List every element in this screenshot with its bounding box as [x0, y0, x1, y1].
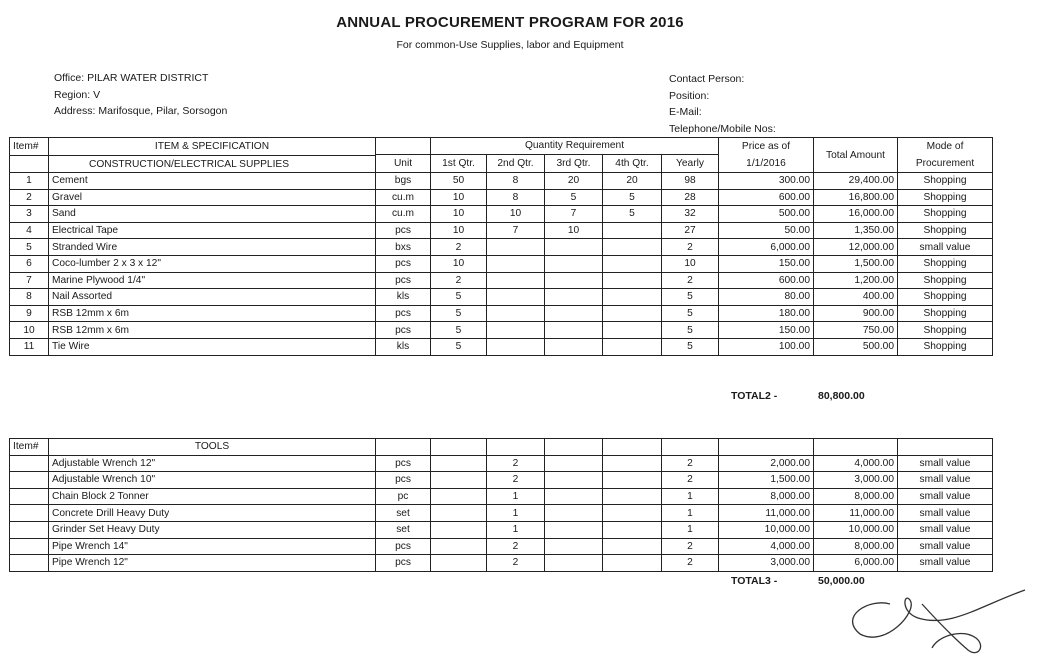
table-row	[10, 305, 993, 322]
q1-cell: 10	[431, 206, 487, 223]
yearly-cell: 32	[662, 206, 719, 223]
table-row	[10, 189, 993, 206]
unit-cell: set	[376, 521, 431, 538]
yearly-cell: 1	[662, 505, 719, 522]
yearly-cell: 10	[662, 255, 719, 272]
item-number-cell	[10, 455, 49, 472]
mode-cell: Shopping	[898, 222, 993, 239]
col-total-header: Total Amount	[814, 138, 898, 173]
total-cell: 6,000.00	[814, 555, 898, 572]
mode-cell: Shopping	[898, 255, 993, 272]
region-line: Region: V	[54, 88, 101, 101]
yearly-cell: 5	[662, 322, 719, 339]
total-cell: 16,000.00	[814, 206, 898, 223]
price-cell: 150.00	[719, 322, 814, 339]
table-row	[10, 239, 993, 256]
spec-cell: Grinder Set Heavy Duty	[49, 521, 376, 538]
q3-cell	[545, 505, 603, 522]
total-cell: 1,350.00	[814, 222, 898, 239]
yearly-cell: 1	[662, 488, 719, 505]
mode-header-line2: Procurement	[915, 158, 975, 169]
table-row	[10, 173, 993, 190]
item-number-cell: 8	[10, 289, 49, 306]
total-cell: 4,000.00	[814, 455, 898, 472]
q4-cell	[603, 239, 662, 256]
document-subtitle: For common-Use Supplies, labor and Equipment	[396, 39, 624, 51]
table-row	[10, 272, 993, 289]
spec-cell: RSB 12mm x 6m	[49, 322, 376, 339]
tools-item-header: Item#	[10, 439, 49, 456]
total-cell: 29,400.00	[814, 173, 898, 190]
q2-cell	[487, 338, 545, 355]
spec-cell: Nail Assorted	[49, 289, 376, 306]
price-header-line2: 1/1/2016	[746, 158, 786, 169]
table-row	[10, 322, 993, 339]
table-row	[10, 455, 993, 472]
yearly-cell: 2	[662, 555, 719, 572]
tools-table	[9, 438, 993, 572]
price-cell: 300.00	[719, 173, 814, 190]
spec-cell: Concrete Drill Heavy Duty	[49, 505, 376, 522]
spec-cell: Pipe Wrench 14"	[49, 538, 376, 555]
mode-cell: small value	[898, 555, 993, 572]
unit-cell: bgs	[376, 173, 431, 190]
price-cell: 1,500.00	[719, 472, 814, 489]
q2-cell: 10	[487, 206, 545, 223]
total-cell: 1,200.00	[814, 272, 898, 289]
q2-cell	[487, 305, 545, 322]
total2-label: TOTAL2 -	[731, 390, 778, 402]
q2-cell: 8	[487, 173, 545, 190]
q1-cell	[431, 538, 487, 555]
item-number-cell	[10, 555, 49, 572]
signature-icon	[830, 576, 1040, 656]
table-row	[10, 472, 993, 489]
item-number-cell: 4	[10, 222, 49, 239]
q4-cell	[603, 521, 662, 538]
telephone-line: Telephone/Mobile Nos:	[669, 122, 776, 135]
price-cell: 500.00	[719, 206, 814, 223]
q1-cell	[431, 521, 487, 538]
section-heading-tools: TOOLS	[49, 439, 376, 456]
table-row	[10, 521, 993, 538]
price-cell: 80.00	[719, 289, 814, 306]
q1-cell: 10	[431, 222, 487, 239]
q2-cell: 2	[487, 538, 545, 555]
col-unit-header: Unit	[376, 154, 431, 172]
unit-cell: cu.m	[376, 206, 431, 223]
q4-cell	[603, 272, 662, 289]
price-cell: 10,000.00	[719, 521, 814, 538]
table-row	[10, 505, 993, 522]
q2-cell	[487, 289, 545, 306]
qty-group-header: Quantity Requirement	[431, 138, 719, 155]
price-cell: 8,000.00	[719, 488, 814, 505]
spec-cell: Tie Wire	[49, 338, 376, 355]
q4-cell	[603, 555, 662, 572]
q1-cell: 5	[431, 322, 487, 339]
q3-cell: 10	[545, 222, 603, 239]
unit-cell: pcs	[376, 472, 431, 489]
contact-person-line: Contact Person:	[669, 73, 745, 85]
yearly-cell: 28	[662, 189, 719, 206]
q4-cell	[603, 338, 662, 355]
total-cell: 500.00	[814, 338, 898, 355]
yearly-cell: 1	[662, 521, 719, 538]
yearly-cell: 5	[662, 338, 719, 355]
item-number-cell: 9	[10, 305, 49, 322]
q3-cell	[545, 289, 603, 306]
q4-cell: 5	[603, 189, 662, 206]
col-mode-header	[898, 138, 993, 173]
q2-cell: 1	[487, 488, 545, 505]
total-cell: 400.00	[814, 289, 898, 306]
total-cell: 8,000.00	[814, 538, 898, 555]
table-row	[10, 222, 993, 239]
yearly-cell: 27	[662, 222, 719, 239]
q4-cell	[603, 222, 662, 239]
q4-cell	[603, 289, 662, 306]
col-item-header: Item#	[10, 138, 49, 156]
unit-cell: pcs	[376, 222, 431, 239]
spec-cell: Sand	[49, 206, 376, 223]
q4-cell	[603, 472, 662, 489]
unit-cell: pcs	[376, 455, 431, 472]
unit-cell: pcs	[376, 305, 431, 322]
q2-cell	[487, 255, 545, 272]
mode-cell: Shopping	[898, 189, 993, 206]
q3-cell: 5	[545, 189, 603, 206]
price-cell: 2,000.00	[719, 455, 814, 472]
mode-cell: small value	[898, 505, 993, 522]
yearly-cell: 2	[662, 472, 719, 489]
table-row	[10, 555, 993, 572]
mode-cell: small value	[898, 488, 993, 505]
q4-cell	[603, 505, 662, 522]
mode-cell: Shopping	[898, 322, 993, 339]
yearly-cell: 5	[662, 305, 719, 322]
unit-cell: pcs	[376, 255, 431, 272]
address-line: Address: Marifosque, Pilar, Sorsogon	[54, 105, 228, 117]
q2-cell: 7	[487, 222, 545, 239]
q4-cell	[603, 255, 662, 272]
spec-cell: RSB 12mm x 6m	[49, 305, 376, 322]
q1-cell: 50	[431, 173, 487, 190]
price-cell: 4,000.00	[719, 538, 814, 555]
item-number-cell: 3	[10, 206, 49, 223]
item-number-cell	[10, 505, 49, 522]
q2-cell: 2	[487, 455, 545, 472]
total-cell: 16,800.00	[814, 189, 898, 206]
item-number-cell: 10	[10, 322, 49, 339]
price-cell: 11,000.00	[719, 505, 814, 522]
col-yearly-header: Yearly	[662, 154, 719, 172]
q2-cell	[487, 322, 545, 339]
yearly-cell: 5	[662, 289, 719, 306]
item-number-cell: 5	[10, 239, 49, 256]
mode-cell: Shopping	[898, 272, 993, 289]
col-price-header	[719, 138, 814, 173]
q1-cell	[431, 555, 487, 572]
spec-cell: Marine Plywood 1/4"	[49, 272, 376, 289]
price-cell: 180.00	[719, 305, 814, 322]
mode-cell: small value	[898, 538, 993, 555]
unit-cell: bxs	[376, 239, 431, 256]
yearly-cell: 98	[662, 173, 719, 190]
office-line: Office: PILAR WATER DISTRICT	[54, 72, 209, 84]
mode-cell: Shopping	[898, 338, 993, 355]
col-q3-header: 3rd Qtr.	[545, 154, 603, 172]
q2-cell: 2	[487, 472, 545, 489]
q4-cell	[603, 538, 662, 555]
supplies-table	[9, 137, 993, 356]
spec-cell: Adjustable Wrench 10"	[49, 472, 376, 489]
total-cell: 8,000.00	[814, 488, 898, 505]
mode-cell: Shopping	[898, 173, 993, 190]
yearly-cell: 2	[662, 239, 719, 256]
item-number-cell: 1	[10, 173, 49, 190]
mode-cell: small value	[898, 239, 993, 256]
item-number-cell: 7	[10, 272, 49, 289]
q3-cell	[545, 239, 603, 256]
q2-cell: 2	[487, 555, 545, 572]
q2-cell	[487, 272, 545, 289]
item-number-cell	[10, 488, 49, 505]
spec-cell: Electrical Tape	[49, 222, 376, 239]
mode-cell: Shopping	[898, 289, 993, 306]
col-q2-header: 2nd Qtr.	[487, 154, 545, 172]
position-line: Position:	[669, 89, 710, 102]
office-info	[54, 70, 227, 120]
price-cell: 6,000.00	[719, 239, 814, 256]
price-cell: 150.00	[719, 255, 814, 272]
q4-cell	[603, 322, 662, 339]
price-cell: 3,000.00	[719, 555, 814, 572]
total3-value: 50,000.00	[818, 575, 865, 587]
table-row	[10, 289, 993, 306]
q3-cell	[545, 272, 603, 289]
table-row	[10, 255, 993, 272]
q4-cell	[603, 488, 662, 505]
col-q4-header: 4th Qtr.	[603, 154, 662, 172]
total-cell: 1,500.00	[814, 255, 898, 272]
mode-header-line1: Mode of	[926, 141, 964, 152]
spec-cell: Stranded Wire	[49, 239, 376, 256]
mode-cell: small value	[898, 455, 993, 472]
unit-cell: pcs	[376, 322, 431, 339]
unit-cell: set	[376, 505, 431, 522]
unit-cell: pcs	[376, 272, 431, 289]
unit-cell: pcs	[376, 555, 431, 572]
item-number-cell: 6	[10, 255, 49, 272]
unit-cell: kls	[376, 338, 431, 355]
spec-cell: Cement	[49, 173, 376, 190]
q1-cell: 2	[431, 272, 487, 289]
email-line: E-Mail:	[669, 106, 702, 118]
section-heading-supplies: CONSTRUCTION/ELECTRICAL SUPPLIES	[49, 156, 376, 173]
table-row	[10, 338, 993, 355]
q3-cell: 7	[545, 206, 603, 223]
total2-value: 80,800.00	[818, 390, 865, 402]
q1-cell	[431, 472, 487, 489]
q1-cell: 5	[431, 338, 487, 355]
item-number-cell: 2	[10, 189, 49, 206]
total-cell: 900.00	[814, 305, 898, 322]
q1-cell	[431, 505, 487, 522]
unit-cell: kls	[376, 289, 431, 306]
total-cell: 12,000.00	[814, 239, 898, 256]
q2-cell: 1	[487, 505, 545, 522]
q2-cell: 1	[487, 521, 545, 538]
document-title: ANNUAL PROCUREMENT PROGRAM FOR 2016	[336, 14, 684, 31]
q3-cell	[545, 538, 603, 555]
contact-info	[669, 71, 776, 137]
total-cell: 3,000.00	[814, 472, 898, 489]
yearly-cell: 2	[662, 272, 719, 289]
price-cell: 600.00	[719, 189, 814, 206]
q1-cell: 10	[431, 255, 487, 272]
item-number-cell	[10, 521, 49, 538]
q1-cell	[431, 488, 487, 505]
q1-cell: 10	[431, 189, 487, 206]
table-row	[10, 488, 993, 505]
q1-cell: 5	[431, 289, 487, 306]
q3-cell	[545, 255, 603, 272]
price-cell: 50.00	[719, 222, 814, 239]
q3-cell	[545, 338, 603, 355]
q3-cell	[545, 521, 603, 538]
total-cell: 11,000.00	[814, 505, 898, 522]
q3-cell	[545, 472, 603, 489]
unit-cell: cu.m	[376, 189, 431, 206]
total-cell: 10,000.00	[814, 521, 898, 538]
price-cell: 100.00	[719, 338, 814, 355]
total-cell: 750.00	[814, 322, 898, 339]
unit-cell: pcs	[376, 538, 431, 555]
mode-cell: Shopping	[898, 305, 993, 322]
q3-cell	[545, 455, 603, 472]
mode-cell: small value	[898, 521, 993, 538]
q4-cell	[603, 455, 662, 472]
q2-cell	[487, 239, 545, 256]
q3-cell	[545, 305, 603, 322]
q3-cell	[545, 488, 603, 505]
mode-cell: Shopping	[898, 206, 993, 223]
q3-cell: 20	[545, 173, 603, 190]
spec-cell: Adjustable Wrench 12"	[49, 455, 376, 472]
q2-cell: 8	[487, 189, 545, 206]
total3-label: TOTAL3 -	[731, 575, 778, 587]
unit-cell: pc	[376, 488, 431, 505]
q3-cell	[545, 555, 603, 572]
mode-cell: small value	[898, 472, 993, 489]
item-number-cell	[10, 472, 49, 489]
q1-cell: 5	[431, 305, 487, 322]
price-header-line1: Price as of	[741, 141, 791, 152]
price-cell: 600.00	[719, 272, 814, 289]
q1-cell	[431, 455, 487, 472]
spec-cell: Pipe Wrench 12"	[49, 555, 376, 572]
q4-cell: 20	[603, 173, 662, 190]
yearly-cell: 2	[662, 455, 719, 472]
q1-cell: 2	[431, 239, 487, 256]
table-row	[10, 538, 993, 555]
spec-cell: Gravel	[49, 189, 376, 206]
item-number-cell	[10, 538, 49, 555]
table-row	[10, 206, 993, 223]
q4-cell	[603, 305, 662, 322]
col-q1-header: 1st Qtr.	[431, 154, 487, 172]
q3-cell	[545, 322, 603, 339]
item-number-cell: 11	[10, 338, 49, 355]
yearly-cell: 2	[662, 538, 719, 555]
spec-cell: Chain Block 2 Tonner	[49, 488, 376, 505]
spec-cell: Coco-lumber 2 x 3 x 12"	[49, 255, 376, 272]
col-spec-header: ITEM & SPECIFICATION	[49, 138, 376, 156]
q4-cell: 5	[603, 206, 662, 223]
